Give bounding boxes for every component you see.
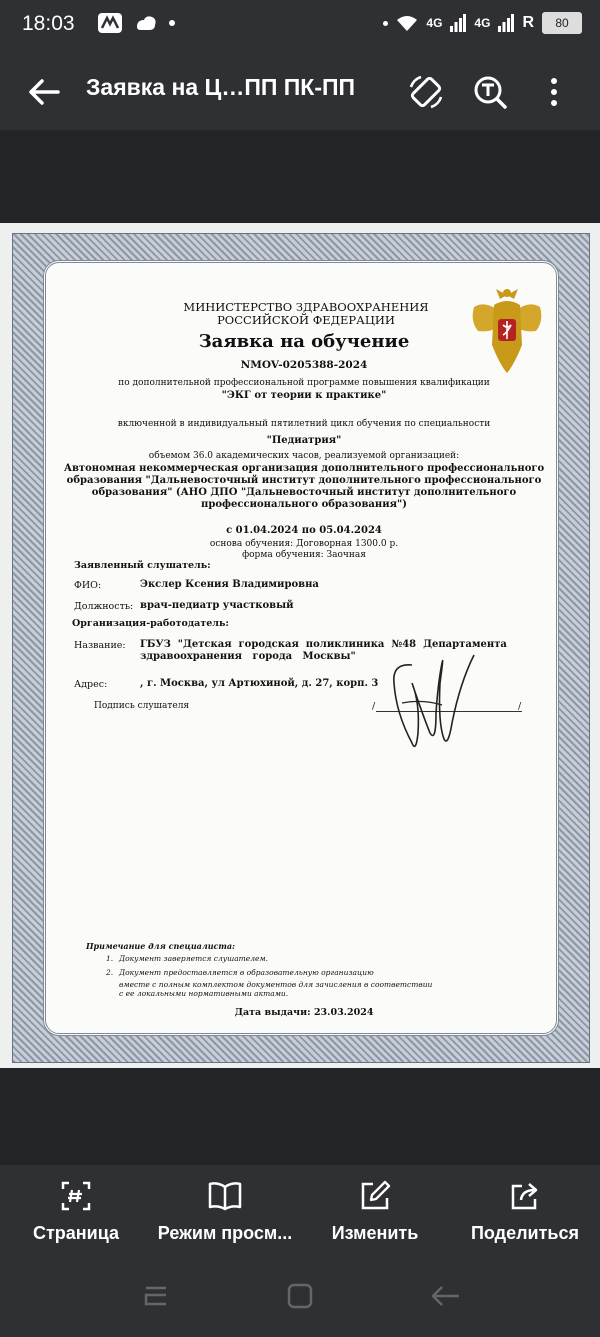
app-bar bbox=[0, 52, 600, 130]
signature-slash-right: / bbox=[518, 701, 522, 712]
status-time: 18:03 bbox=[22, 12, 75, 35]
battery-icon: 80 bbox=[542, 12, 582, 34]
study-basis: основа обучения: Договорная 1300.0 р. bbox=[209, 539, 399, 549]
certificate-title: Заявка на обучение bbox=[198, 331, 410, 352]
home-square-icon bbox=[286, 1282, 314, 1310]
employer-heading: Организация-работодатель: bbox=[72, 618, 229, 629]
course-dates: с 01.04.2024 по 05.04.2024 bbox=[226, 525, 382, 536]
system-back-button[interactable] bbox=[428, 1281, 462, 1311]
study-form: форма обучения: Заочная bbox=[242, 550, 366, 560]
rotate-button[interactable] bbox=[406, 72, 446, 112]
page-label: Страница bbox=[32, 1223, 120, 1243]
roaming-indicator: R bbox=[522, 14, 534, 31]
cycle-intro: включенной в индивидуальный пятилетний цикл обучения по специальности bbox=[117, 419, 491, 429]
address-label: Адрес: bbox=[74, 679, 108, 690]
signature-slash-left: / bbox=[372, 701, 376, 712]
certificate-border bbox=[12, 233, 590, 1063]
note-2-line-1: Документ предоставляется в образовательную организацию bbox=[119, 968, 374, 977]
address-value: , г. Москва, ул Артюхиной, д. 27, корп. 3 bbox=[140, 678, 379, 689]
page-button[interactable] bbox=[28, 1179, 124, 1249]
recent-apps-icon bbox=[140, 1283, 170, 1309]
view-mode-label: Режим просм... bbox=[157, 1223, 293, 1243]
document-title: Заявка на Ц…ПП ПК-ПП bbox=[86, 74, 356, 100]
program-name: "ЭКГ от теории к практике" bbox=[221, 390, 387, 401]
system-status bbox=[383, 12, 582, 34]
position-label: Должность: bbox=[74, 601, 134, 612]
share-button[interactable] bbox=[466, 1179, 584, 1249]
view-mode-button[interactable] bbox=[150, 1179, 300, 1249]
organization-name: Автономная некоммерческая организация дополнительного профессионального образования "Дальневосточный институт дополнительного профессионального образования" (АНО ДПО "Дальневосточный институт дополнительного профессионального образования") bbox=[63, 463, 545, 510]
book-open-icon bbox=[208, 1179, 242, 1213]
text-search-icon bbox=[471, 73, 509, 111]
certificate-content bbox=[46, 263, 562, 1039]
arrow-left-icon bbox=[24, 72, 64, 112]
status-dot-icon bbox=[383, 21, 388, 26]
program-intro: по дополнительной профессиональной программе повышения квалификации bbox=[118, 378, 490, 388]
document-viewer[interactable] bbox=[0, 130, 600, 1165]
note-1-text: Документ заверяется слушателем. bbox=[119, 954, 269, 963]
system-navigation-bar bbox=[0, 1255, 600, 1337]
employer-name-line-2: здравоохранения города Москвы" bbox=[140, 651, 356, 662]
fio-label: ФИО: bbox=[74, 580, 102, 591]
note-2-line-2: вместе с полным комплектом документов для зачисления в соответствии bbox=[119, 980, 433, 989]
handwritten-signature bbox=[382, 643, 492, 773]
signature-label: Подпись слушателя bbox=[94, 701, 190, 711]
more-vertical-icon bbox=[549, 76, 559, 108]
wifi-icon bbox=[396, 14, 418, 32]
text-search-button[interactable] bbox=[470, 72, 510, 112]
recent-apps-button[interactable] bbox=[138, 1281, 172, 1311]
applicant-heading: Заявленный слушатель: bbox=[74, 560, 211, 571]
note-2-line-3: с ее локальными нормативными актами. bbox=[119, 989, 289, 998]
rotate-screen-icon bbox=[407, 73, 445, 111]
note-1-number: 1. bbox=[106, 954, 114, 963]
status-bar bbox=[0, 0, 600, 52]
issue-date: Дата выдачи: 23.03.2024 bbox=[234, 1007, 374, 1018]
position-value: врач-педиатр участковый bbox=[140, 600, 294, 611]
share-icon bbox=[508, 1179, 542, 1213]
more-notifications-dot bbox=[169, 20, 175, 26]
bottom-toolbar bbox=[0, 1165, 600, 1255]
notification-icons bbox=[97, 12, 175, 34]
certificate-body bbox=[43, 260, 559, 1036]
note-title: Примечание для специалиста: bbox=[86, 941, 236, 951]
app-notification-icon bbox=[97, 12, 123, 34]
note-2-number: 2. bbox=[106, 968, 114, 977]
share-label: Поделиться bbox=[470, 1223, 580, 1243]
home-button[interactable] bbox=[283, 1281, 317, 1311]
ministry-name: МИНИСТЕРСТВО ЗДРАВООХРАНЕНИЯ РОССИЙСКОЙ ФЕДЕРАЦИИ bbox=[183, 300, 429, 327]
signal-icon-1 bbox=[450, 14, 466, 32]
edit-button[interactable] bbox=[326, 1179, 424, 1249]
more-options-button[interactable] bbox=[534, 72, 574, 112]
network-type-1: 4G bbox=[426, 16, 443, 30]
network-type-2: 4G bbox=[474, 16, 491, 30]
back-button[interactable] bbox=[24, 72, 64, 112]
application-number: NMOV-0205388-2024 bbox=[240, 359, 368, 371]
edit-pencil-icon bbox=[358, 1179, 392, 1213]
document-page bbox=[0, 223, 600, 1068]
edit-label: Изменить bbox=[331, 1223, 419, 1243]
cloud-notification-icon bbox=[133, 12, 159, 34]
page-number-icon bbox=[59, 1179, 93, 1213]
signal-icon-2 bbox=[498, 14, 514, 32]
fio-value: Экслер Ксения Владимировна bbox=[140, 579, 319, 590]
course-volume: объемом 36.0 академических часов, реализуемой организацией: bbox=[148, 451, 460, 461]
employer-name-label: Название: bbox=[74, 640, 126, 651]
back-chevron-icon bbox=[429, 1283, 461, 1309]
employer-name-line-1: ГБУЗ "Детская городская поликлиника №48 Департамента bbox=[140, 639, 507, 650]
specialty-name: "Педиатрия" bbox=[266, 435, 342, 446]
